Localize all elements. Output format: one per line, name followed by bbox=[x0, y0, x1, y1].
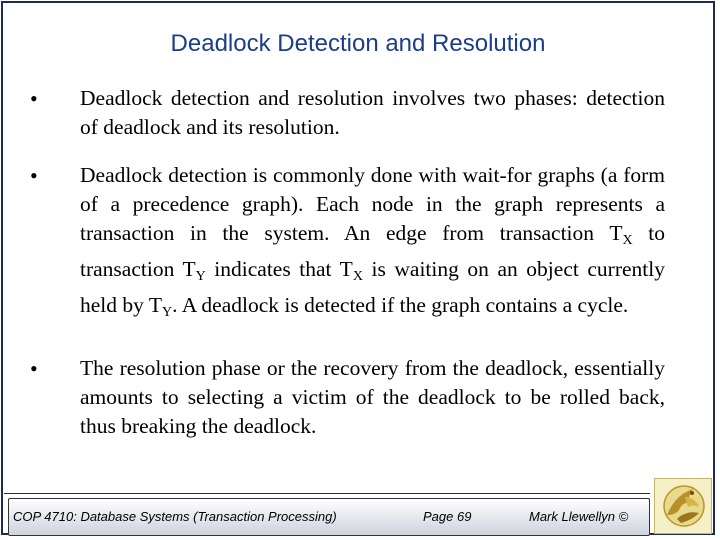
bullet-marker-2: • bbox=[30, 163, 38, 188]
footer-page-number: Page 69 bbox=[423, 509, 472, 524]
footer-author: Mark Llewellyn © bbox=[529, 509, 629, 524]
footer-course: COP 4710: Database Systems (Transaction Processing) bbox=[13, 509, 337, 524]
ucf-pegasus-logo-icon bbox=[654, 478, 712, 534]
bullet-marker-3: • bbox=[30, 356, 38, 381]
slide-title: Deadlock Detection and Resolution bbox=[170, 30, 546, 57]
bullet-text-3: The resolution phase or the recovery from the deadlock, essentially amounts to selecting a victim of the deadlock to be rolled back, thus breaking the deadlock. bbox=[80, 356, 665, 438]
bullet-marker-1: • bbox=[30, 86, 38, 111]
footer-divider bbox=[4, 493, 650, 494]
bullet-text-1: Deadlock detection and resolution involves two phases: detection of deadlock and its resolution. bbox=[80, 86, 665, 139]
bullet-text-2: Deadlock detection is commonly done with wait-for graphs (a form of a precedence graph). Each node in the graph represents a transaction in the system. An edge from transaction $T_X$ to transaction $T_Y$ indicates that $T_X$ is waiting on an object currently held by $T_Y$. A deadlock is detected if the graph contains a cycle. bbox=[80, 163, 665, 320]
footer-bar bbox=[8, 498, 650, 536]
